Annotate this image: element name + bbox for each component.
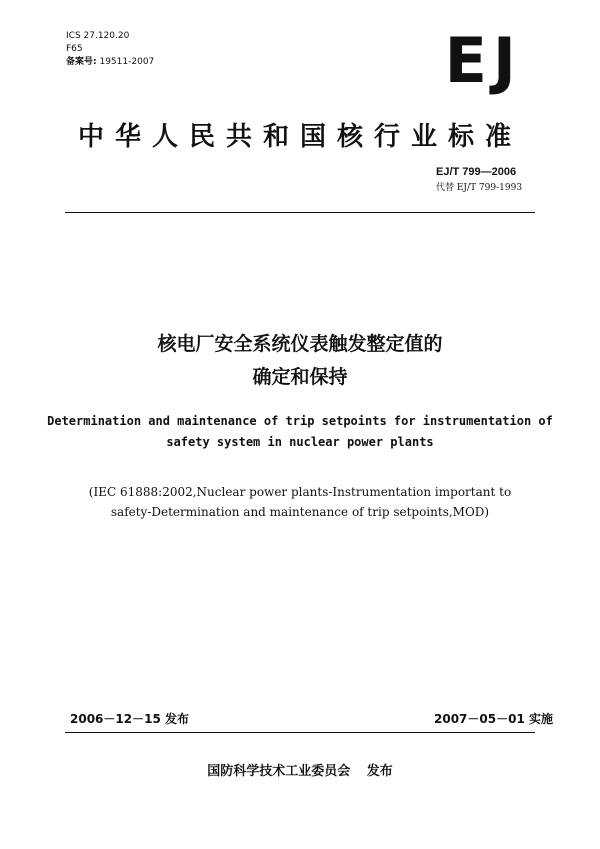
- chinese-title-line2: 确定和保持: [252, 366, 348, 388]
- standard-category-title: 中华人民共和国核行业标准: [77, 122, 522, 152]
- iec-reference-line1: (IEC 61888:2002,Nuclear power plants-Instrumentation important to: [88, 485, 512, 499]
- top-divider: [65, 212, 535, 213]
- record-label: 备案号:: [66, 57, 97, 67]
- record-number: [66, 56, 154, 68]
- chinese-title-line1: 核电厂安全系统仪表触发整定值的: [157, 333, 443, 355]
- ccs-code: F65: [66, 44, 83, 54]
- issuer: [0, 760, 600, 779]
- implementation-date: 2007－05－01 实施: [434, 712, 553, 726]
- replaces-standard: 代替 EJ/T 799-1993: [436, 183, 523, 193]
- issuer-name: 国防科学技术工业委员会: [207, 764, 351, 779]
- issue-date: 2006－12－15 发布: [70, 712, 189, 726]
- ej-logo: EJ: [444, 24, 522, 97]
- iec-reference-line2: safety-Determination and maintenance of trip setpoints,MOD): [110, 505, 490, 519]
- english-title-line2: safety system in nuclear power plants: [166, 435, 434, 449]
- bottom-divider: [65, 732, 535, 733]
- issuer-action: 发布: [366, 764, 393, 779]
- english-title-line1: Determination and maintenance of trip setpoints for instrumentation of: [47, 414, 553, 428]
- ics-code: ICS 27.120.20: [66, 31, 130, 41]
- standard-code: EJ/T 799—2006: [436, 166, 517, 178]
- record-value: 19511-2007: [99, 57, 155, 67]
